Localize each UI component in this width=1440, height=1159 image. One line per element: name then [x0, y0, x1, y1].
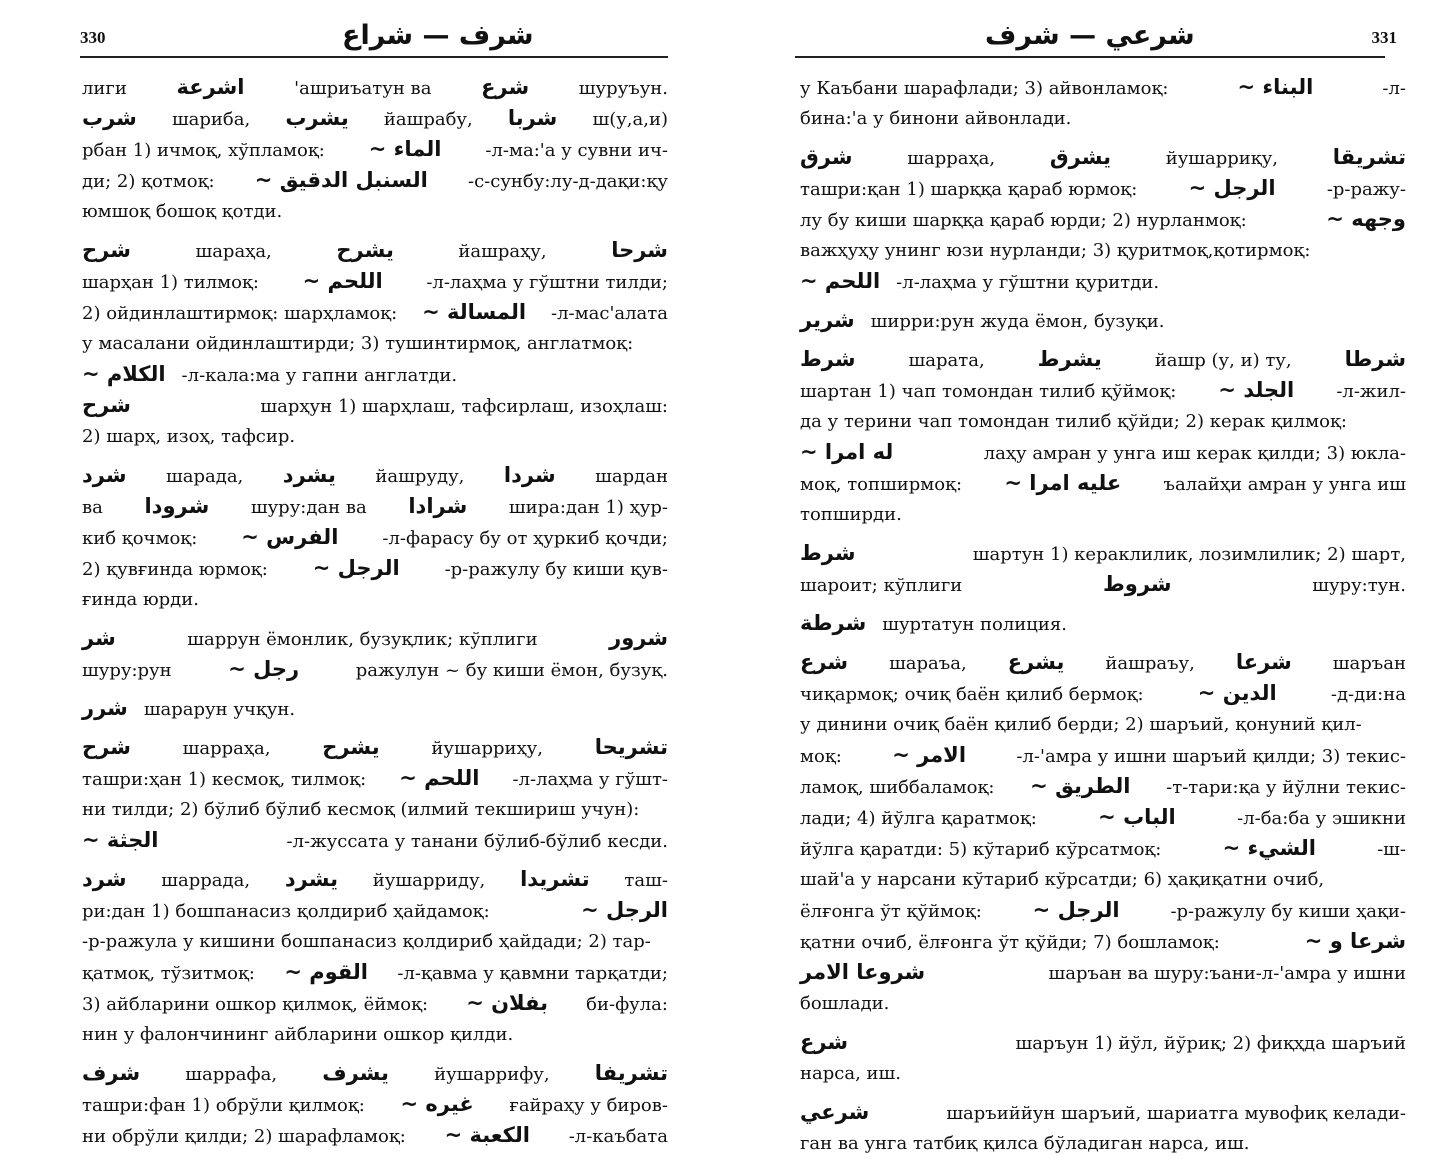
- line-segment: шарраҳа,: [182, 738, 271, 759]
- line-segment: 2) ойдинлаштирмоқ: шарҳламоқ:: [82, 303, 398, 324]
- line-segment: -р-ражулу бу киши қув-: [444, 559, 668, 580]
- text-line: [800, 103, 1406, 134]
- arabic-headword: اللحم ~: [399, 766, 480, 790]
- text-line: [800, 569, 1406, 600]
- text-line: [800, 173, 1406, 204]
- arabic-headword: السنبل الدقيق ~: [254, 168, 428, 192]
- text-line: [800, 740, 1406, 771]
- line-segment: шариба,: [171, 109, 251, 130]
- line-segment: рбан 1) ичмоқ, хўпламоқ:: [82, 140, 325, 161]
- line-segment: шарҳан 1) тилмоқ:: [82, 272, 259, 293]
- line-segment: йашрабу,: [383, 109, 473, 130]
- text-line: [82, 864, 668, 895]
- arabic-headword: شرع: [800, 650, 849, 674]
- text-line: [82, 235, 668, 266]
- arabic-headword: شرط: [800, 541, 856, 565]
- line-segment: йушарриҳу,: [431, 738, 543, 759]
- text-line: [800, 305, 1406, 336]
- line-segment: бошлади.: [800, 993, 890, 1014]
- arabic-headword: شرحا: [611, 238, 668, 262]
- line-segment: шаръиййун шаръий, шариатга мувофиқ келади-: [946, 1103, 1406, 1124]
- arabic-headword: شرد: [82, 867, 127, 891]
- text-line: [800, 204, 1406, 235]
- text-line: [800, 499, 1406, 530]
- text-line: [82, 522, 668, 553]
- text-line: [800, 437, 1406, 468]
- arabic-headword: شرع: [800, 1030, 849, 1054]
- arabic-headword: شرير: [800, 308, 855, 332]
- text-line: [82, 134, 668, 165]
- line-segment: шуру:рун: [82, 660, 172, 681]
- text-line: [800, 926, 1406, 957]
- arabic-headword: تشريدا: [520, 867, 590, 891]
- arabic-headword: شرادا: [408, 494, 468, 518]
- arabic-headword: شرعا: [1235, 650, 1292, 674]
- line-segment: ган ва унга татбиқ қилса бўладиган нарса, иш.: [800, 1133, 1250, 1154]
- line-segment: чиқармоқ; очиқ баён қилиб бермоқ:: [800, 684, 1144, 705]
- arabic-headword: شرعا و ~: [1304, 929, 1406, 953]
- line-segment: нин у фалончининг айбларини ошкор қилди.: [82, 1024, 514, 1045]
- line-segment: ни тилди; 2) бўлиб бўлиб кесмоқ (илмий текшириш учун):: [82, 799, 640, 820]
- line-segment: шарада,: [166, 466, 244, 487]
- arabic-headword: شرط: [800, 347, 856, 371]
- text-line: [82, 1019, 668, 1050]
- arabic-headword: الطريق ~: [1030, 774, 1131, 798]
- line-segment: шараҳа,: [195, 241, 272, 262]
- line-segment: -л-фарасу бу от ҳуркиб қочди;: [382, 528, 668, 549]
- line-segment: -р-ражулу бу киши ҳақи-: [1170, 901, 1406, 922]
- text-line: [82, 72, 668, 103]
- arabic-headword: المسالة ~: [422, 300, 527, 324]
- line-segment: -л-ма:'а у сувни ич-: [485, 140, 668, 161]
- text-line: [82, 584, 668, 615]
- text-line: [800, 678, 1406, 709]
- text-line: [82, 825, 668, 856]
- text-line: [800, 802, 1406, 833]
- line-segment: йашр (у, и) ту,: [1154, 350, 1292, 371]
- text-line: [82, 328, 668, 359]
- line-segment: -д-ди:на: [1330, 684, 1406, 705]
- arabic-headword: يشرق: [1049, 145, 1111, 169]
- line-segment: шароит; кўплиги: [800, 575, 963, 596]
- line-segment: шардан: [595, 466, 668, 487]
- text-line: [800, 1128, 1406, 1159]
- line-segment: би-фула:: [586, 994, 668, 1015]
- arabic-headword: عليه امرا ~: [1004, 471, 1122, 495]
- arabic-headword: البناء ~: [1237, 75, 1314, 99]
- line-segment: важҳуҳу унинг юзи нурланди; 3) қуритмоқ,қотирмоқ:: [800, 240, 1311, 261]
- text-line: [82, 1120, 668, 1151]
- text-line: [800, 538, 1406, 569]
- arabic-headword: الرجل ~: [312, 556, 400, 580]
- line-segment: -л-мас'алата: [551, 303, 668, 324]
- line-segment: ри:дан 1) бошпанасиз қолдириб ҳайдамоқ:: [82, 901, 490, 922]
- text-line: [82, 103, 668, 134]
- arabic-headword: الرجل ~: [1032, 898, 1120, 922]
- line-segment: ташри:ҳан 1) кесмоқ, тилмоқ:: [82, 769, 367, 790]
- line-segment: лиги: [82, 78, 127, 99]
- text-line: [800, 72, 1406, 103]
- arabic-headword: الماء ~: [368, 137, 442, 161]
- line-segment: -ш-: [1377, 839, 1406, 860]
- left-page-header: [80, 20, 670, 60]
- line-segment: -л-кала:ма у гапни англатди.: [181, 365, 458, 386]
- line-segment: йўлга қаратди: 5) кўтариб кўрсатмоқ:: [800, 839, 1162, 860]
- line-segment: йушарриду,: [372, 870, 486, 891]
- line-segment: шира:дан 1) ҳур-: [508, 497, 668, 518]
- arabic-headword: تشريفا: [594, 1061, 668, 1085]
- text-line: [800, 647, 1406, 678]
- text-line: [800, 406, 1406, 437]
- arabic-headword: غيره ~: [400, 1092, 474, 1116]
- line-segment: шай'а у нарсани кўтариб кўрсатди; 6) ҳақиқатни очиб,: [800, 869, 1325, 890]
- line-segment: -л-'амра у ишни шаръий қилди; 3) текис-: [1016, 746, 1406, 767]
- left-page: [0, 0, 720, 1147]
- arabic-headword: شرع: [481, 75, 530, 99]
- arabic-headword: شرح: [82, 393, 131, 417]
- arabic-headword: يشرد: [282, 463, 336, 487]
- arabic-headword: يشرع: [1007, 650, 1065, 674]
- left-page-text: [82, 72, 668, 1151]
- line-segment: ди; 2) қотмоқ:: [82, 171, 215, 192]
- arabic-headword: الجلد ~: [1218, 378, 1295, 402]
- line-segment: шаръун 1) йўл, йўриқ; 2) фиқҳда шаръий: [1015, 1033, 1406, 1054]
- line-segment: шаррада,: [161, 870, 251, 891]
- line-segment: ва: [82, 497, 103, 518]
- text-line: [800, 344, 1406, 375]
- arabic-headword: يشرد: [284, 867, 338, 891]
- text-line: [800, 1027, 1406, 1058]
- arabic-headword: شرق: [800, 145, 853, 169]
- line-segment: -л-каъбата: [568, 1126, 668, 1147]
- line-segment: шарата,: [908, 350, 985, 371]
- line-segment: шараъа,: [889, 653, 967, 674]
- right-header-rule: [795, 56, 1385, 58]
- line-segment: -т-тари:қа у йўлни текис-: [1166, 777, 1406, 798]
- arabic-headword: شرودا: [144, 494, 210, 518]
- line-segment: -с-сунбу:лу-д-дақи:қу: [468, 171, 668, 192]
- left-page-number: 330: [80, 28, 106, 47]
- text-line: [800, 468, 1406, 499]
- text-line: [82, 196, 668, 227]
- arabic-headword: اللحم ~: [302, 269, 383, 293]
- arabic-headword: الرجل ~: [1188, 176, 1276, 200]
- line-segment: -л-қавма у қавмни тарқатди;: [397, 963, 668, 984]
- line-segment: шаррафа,: [185, 1064, 278, 1085]
- line-segment: -р-ражу-: [1326, 179, 1406, 200]
- text-line: [800, 1097, 1406, 1128]
- text-line: [82, 491, 668, 522]
- arabic-headword: بفلان ~: [466, 991, 548, 1015]
- arabic-headword: يشرح: [322, 735, 380, 759]
- line-segment: у масалани ойдинлаштирди; 3) тушинтирмоқ, англатмоқ:: [82, 333, 634, 354]
- line-segment: моқ, топширмоқ:: [800, 474, 963, 495]
- text-line: [82, 957, 668, 988]
- line-segment: шуртатун полиция.: [882, 614, 1067, 635]
- text-line: [82, 553, 668, 584]
- line-segment: 'ашриъатун ва: [294, 78, 432, 99]
- text-line: [800, 895, 1406, 926]
- line-segment: шуру:тун.: [1312, 575, 1406, 596]
- text-line: [800, 864, 1406, 895]
- line-segment: шартан 1) чап томондан тилиб қўймоқ:: [800, 381, 1177, 402]
- line-segment: у Каъбани шарафлади; 3) айвонламоқ:: [800, 78, 1169, 99]
- line-segment: юмшоқ бошоқ қотди.: [82, 201, 283, 222]
- text-line: [82, 794, 668, 825]
- arabic-headword: الدين ~: [1197, 681, 1277, 705]
- text-line: [800, 608, 1406, 639]
- arabic-headword: شرف: [82, 1061, 141, 1085]
- text-line: [800, 709, 1406, 740]
- arabic-headword: شرح: [82, 735, 131, 759]
- arabic-headword: القوم ~: [284, 960, 368, 984]
- line-segment: ш(у,а,и): [592, 109, 668, 130]
- arabic-headword: شروط: [1102, 572, 1172, 596]
- text-line: [82, 297, 668, 328]
- line-segment: йашраҳу,: [458, 241, 547, 262]
- arabic-headword: الكعبة ~: [444, 1123, 530, 1147]
- arabic-headword: يشرح: [336, 238, 394, 262]
- arabic-headword: اللحم ~: [800, 269, 881, 293]
- line-segment: ташри:фан 1) обрўли қилмоқ:: [82, 1095, 365, 1116]
- arabic-headword: الرجل ~: [581, 898, 668, 922]
- text-line: [82, 988, 668, 1019]
- right-page: [720, 0, 1440, 1154]
- line-segment: да у терини чап томондан тилиб қўйди; 2) керак қилмоқ:: [800, 411, 1347, 432]
- line-segment: шарраҳа,: [907, 148, 996, 169]
- text-line: [82, 359, 668, 390]
- line-segment: -л-ба:ба у эшикни: [1237, 808, 1406, 829]
- arabic-headword: شروعا الامر: [800, 960, 926, 984]
- text-line: [800, 833, 1406, 864]
- line-segment: 2) шарҳ, изоҳ, тафсир.: [82, 426, 296, 447]
- text-line: [800, 142, 1406, 173]
- text-line: [82, 926, 668, 957]
- line-segment: моқ:: [800, 746, 842, 767]
- text-line: [800, 235, 1406, 266]
- line-segment: у динини очиқ баён қилиб берди; 2) шаръий, қонуний қил-: [800, 714, 1362, 735]
- text-line: [82, 1089, 668, 1120]
- arabic-headword: شرطة: [800, 611, 867, 635]
- line-segment: ғайраҳу у биров-: [509, 1095, 668, 1116]
- arabic-headword: شرد: [82, 463, 127, 487]
- line-segment: лади; 4) йўлга қаратмоқ:: [800, 808, 1037, 829]
- text-line: [800, 266, 1406, 297]
- arabic-headword: وجهه ~: [1326, 207, 1406, 231]
- line-segment: -л-жил-: [1336, 381, 1406, 402]
- line-segment: шаръан ва шуру:ъани-л-'амра у ишни: [1048, 963, 1406, 984]
- line-segment: ғинда юрди.: [82, 589, 199, 610]
- line-segment: -л-лаҳма у гўшт-: [512, 769, 668, 790]
- arabic-headword: شرح: [82, 238, 131, 262]
- arabic-headword: شر: [82, 626, 116, 650]
- line-segment: йашруду,: [375, 466, 465, 487]
- line-segment: -л-лаҳма у гўштни қуритди.: [896, 272, 1160, 293]
- arabic-headword: شرطا: [1344, 347, 1406, 371]
- line-segment: йашраъу,: [1105, 653, 1195, 674]
- text-line: [82, 763, 668, 794]
- text-line: [800, 1058, 1406, 1089]
- line-segment: шаръан: [1332, 653, 1406, 674]
- arabic-headword: الشيء ~: [1222, 836, 1316, 860]
- arabic-headword: يشرط: [1037, 347, 1102, 371]
- arabic-headword: الكلام ~: [82, 362, 166, 386]
- line-segment: лаҳу амран у унга иш керак қилди; 3) юкла-: [983, 443, 1406, 464]
- text-line: [82, 421, 668, 452]
- arabic-headword: يشرب: [285, 106, 349, 130]
- arabic-headword: تشريحا: [594, 735, 668, 759]
- line-segment: шуру:дан ва: [250, 497, 367, 518]
- line-segment: ташри:қан 1) шарққа қараб юрмоқ:: [800, 179, 1138, 200]
- line-segment: бина:'а у бинони айвонлади.: [800, 108, 1072, 129]
- right-running-head: شرعي — شرف: [985, 20, 1195, 51]
- text-line: [800, 957, 1406, 988]
- line-segment: киб қочмоқ:: [82, 528, 198, 549]
- line-segment: -р-ражула у кишини бошпанасиз қолдириб ҳайдади; 2) тар-: [82, 931, 651, 952]
- line-segment: шарҳун 1) шарҳлаш, тафсирлаш, изоҳлаш:: [260, 396, 668, 417]
- text-line: [82, 390, 668, 421]
- text-line: [82, 654, 668, 685]
- right-page-text: [800, 72, 1406, 1159]
- arabic-headword: شرعي: [800, 1100, 870, 1124]
- arabic-headword: اشرعة: [176, 75, 245, 99]
- line-segment: ражулун ~ бу киши ёмон, бузуқ.: [355, 660, 668, 681]
- arabic-headword: له امرا ~: [800, 440, 894, 464]
- text-line: [82, 165, 668, 196]
- right-page-number: 331: [1371, 28, 1397, 47]
- line-segment: нарса, иш.: [800, 1063, 901, 1084]
- line-segment: лу бу киши шарққа қараб юрди; 2) нурланмоқ:: [800, 210, 1247, 231]
- line-segment: ъалайҳи амран у унга иш: [1163, 474, 1406, 495]
- text-line: [800, 771, 1406, 802]
- line-segment: қатмоқ, тўзитмоқ:: [82, 963, 255, 984]
- arabic-headword: الامر ~: [892, 743, 967, 767]
- text-line: [800, 375, 1406, 406]
- arabic-headword: شربا: [507, 106, 558, 130]
- line-segment: ширри:рун жуда ёмон, бузуқи.: [870, 311, 1165, 332]
- line-segment: 2) қувғинда юрмоқ:: [82, 559, 268, 580]
- arabic-headword: الباب ~: [1098, 805, 1176, 829]
- text-line: [82, 693, 668, 724]
- arabic-headword: الفرس ~: [241, 525, 339, 549]
- arabic-headword: الجثة ~: [82, 828, 159, 852]
- right-page-header: [795, 20, 1405, 60]
- line-segment: шарарун учқун.: [143, 699, 296, 720]
- line-segment: қатни очиб, ёлғонга ўт қўйди; 7) бошламоқ:: [800, 932, 1220, 953]
- text-line: [800, 988, 1406, 1019]
- line-segment: топширди.: [800, 504, 902, 525]
- line-segment: йушаррифу,: [434, 1064, 550, 1085]
- left-running-head: شرف — شراع: [342, 20, 534, 51]
- text-line: [82, 266, 668, 297]
- arabic-headword: رجل ~: [228, 657, 300, 681]
- line-segment: ни обрўли қилди; 2) шарафламоқ:: [82, 1126, 406, 1147]
- text-line: [82, 732, 668, 763]
- line-segment: ёлғонга ўт қўймоқ:: [800, 901, 982, 922]
- line-segment: шаррун ёмонлик, бузуқлик; кўплиги: [187, 629, 538, 650]
- text-line: [82, 895, 668, 926]
- text-line: [82, 1058, 668, 1089]
- line-segment: -л-жуссата у танани бўлиб-бўлиб кесди.: [286, 831, 668, 852]
- line-segment: -л-лаҳма у гўштни тилди;: [426, 272, 668, 293]
- line-segment: йушарриқу,: [1165, 148, 1279, 169]
- line-segment: шуруъун.: [578, 78, 668, 99]
- text-line: [82, 623, 668, 654]
- arabic-headword: شرر: [82, 696, 128, 720]
- arabic-headword: شرب: [82, 106, 137, 130]
- text-line: [82, 460, 668, 491]
- left-header-rule: [80, 56, 668, 58]
- arabic-headword: تشريقا: [1332, 145, 1406, 169]
- arabic-headword: شردا: [503, 463, 556, 487]
- arabic-headword: يشرف: [322, 1061, 389, 1085]
- line-segment: шартун 1) кераклилик, лозимлилик; 2) шарт,: [972, 544, 1406, 565]
- arabic-headword: شرور: [609, 626, 668, 650]
- line-segment: 3) айбларини ошкор қилмоқ, ёймоқ:: [82, 994, 429, 1015]
- line-segment: ламоқ, шиббаламоқ:: [800, 777, 995, 798]
- line-segment: -л-: [1382, 78, 1406, 99]
- line-segment: таш-: [624, 870, 668, 891]
